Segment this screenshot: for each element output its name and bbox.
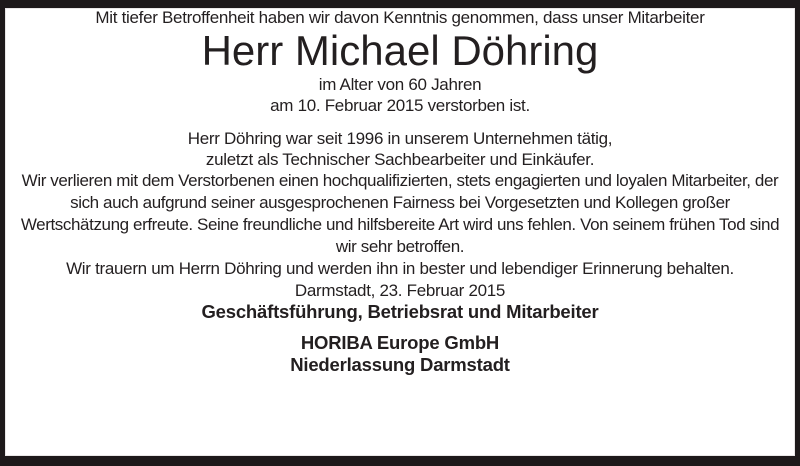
signature-line: Geschäftsführung, Betriebsrat und Mitarbeiter <box>201 301 599 322</box>
tenure-line-1: Herr Döhring war seit 1996 in unserem Unternehmen tätig, <box>187 129 613 148</box>
tenure-block <box>5 128 795 170</box>
company-block <box>5 332 795 376</box>
company-name: HORIBA Europe GmbH <box>300 332 500 353</box>
death-date-line: am 10. Februar 2015 verstorben ist. <box>270 96 530 115</box>
tribute-paragraph: Wir verlieren mit dem Verstorbenen einen hochqualifizierten, stets engagierten und loyalen Mitarbeiter, der sich auch aufgrund seiner ausgesprochenen Fairness bei Vorgesetzten und Kollegen großer Wertschätzung erfreute. Seine freundliche und hilfsbereite Art wird uns fehlen. Von seinem frühen Tod sind wir sehr betroffen. <box>20 171 780 256</box>
obituary-notice <box>5 8 795 456</box>
age-line: im Alter von 60 Jahren <box>318 75 482 94</box>
tenure-line-2: zuletzt als Technischer Sachbearbeiter und Einkäufer. <box>205 150 595 169</box>
company-branch: Niederlassung Darmstadt <box>290 354 510 375</box>
place-date-line: Darmstadt, 23. Februar 2015 <box>294 281 506 300</box>
intro-line: Mit tiefer Betroffenheit haben wir davon Kenntnis genommen, dass unser Mitarbeiter <box>95 8 705 27</box>
deceased-name: Herr Michael Döhring <box>201 27 599 74</box>
remembrance-line: Wir trauern um Herrn Döhring und werden ihn in bester und lebendiger Erinnerung behalten. <box>66 259 734 278</box>
